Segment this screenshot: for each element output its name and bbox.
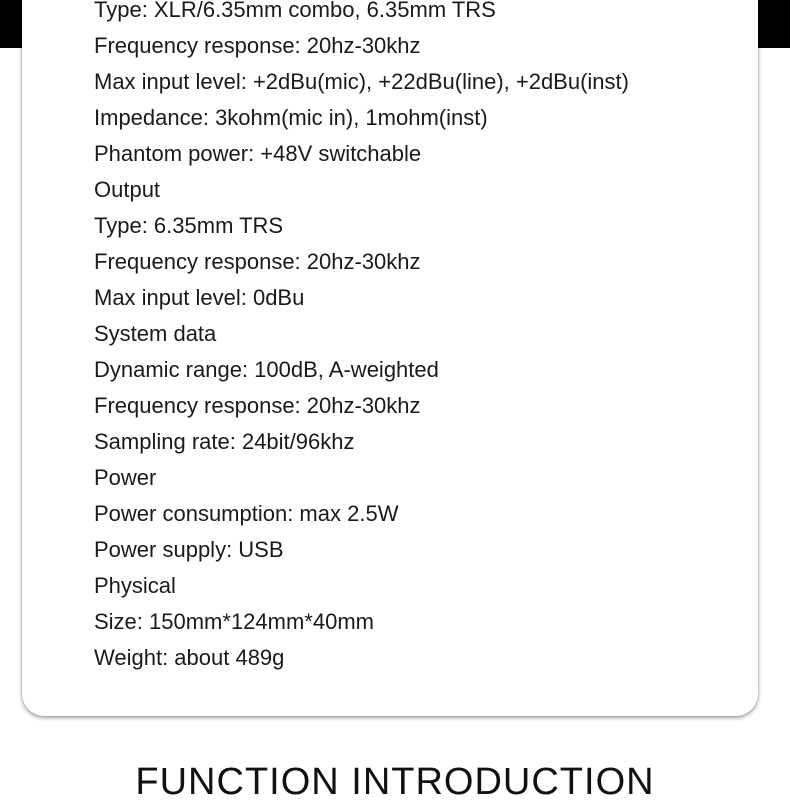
spec-power-supply: Power supply: USB bbox=[94, 537, 284, 562]
spec-heading-output: Output bbox=[94, 177, 161, 202]
spec-heading-physical: Physical bbox=[94, 573, 176, 598]
spec-output-max-level: Max input level: 0dBu bbox=[94, 285, 305, 310]
specifications-list bbox=[94, 0, 629, 676]
spec-input-max-level: Max input level: +2dBu(mic), +22dBu(line), +2dBu(inst) bbox=[94, 69, 629, 94]
spec-input-type: Type: XLR/6.35mm combo, 6.35mm TRS bbox=[94, 0, 496, 22]
spec-weight: Weight: about 489g bbox=[94, 645, 285, 670]
spec-power-consumption: Power consumption: max 2.5W bbox=[94, 501, 399, 526]
function-introduction-heading: FUNCTION INTRODUCTION bbox=[135, 761, 655, 803]
spec-system-frequency-response: Frequency response: 20hz-30khz bbox=[94, 393, 421, 418]
spec-input-frequency-response: Frequency response: 20hz-30khz bbox=[94, 33, 421, 58]
spec-sampling-rate: Sampling rate: 24bit/96khz bbox=[94, 429, 355, 454]
spec-phantom-power: Phantom power: +48V switchable bbox=[94, 141, 422, 166]
spec-input-impedance: Impedance: 3kohm(mic in), 1mohm(inst) bbox=[94, 105, 488, 130]
spec-output-type: Type: 6.35mm TRS bbox=[94, 213, 284, 238]
spec-heading-system-data: System data bbox=[94, 321, 217, 346]
spec-size: Size: 150mm*124mm*40mm bbox=[94, 609, 374, 634]
specifications-card bbox=[22, 0, 758, 716]
decorative-black-bar-right bbox=[756, 0, 790, 48]
spec-heading-power: Power bbox=[94, 465, 157, 490]
spec-output-frequency-response: Frequency response: 20hz-30khz bbox=[94, 249, 421, 274]
spec-dynamic-range: Dynamic range: 100dB, A-weighted bbox=[94, 357, 439, 382]
